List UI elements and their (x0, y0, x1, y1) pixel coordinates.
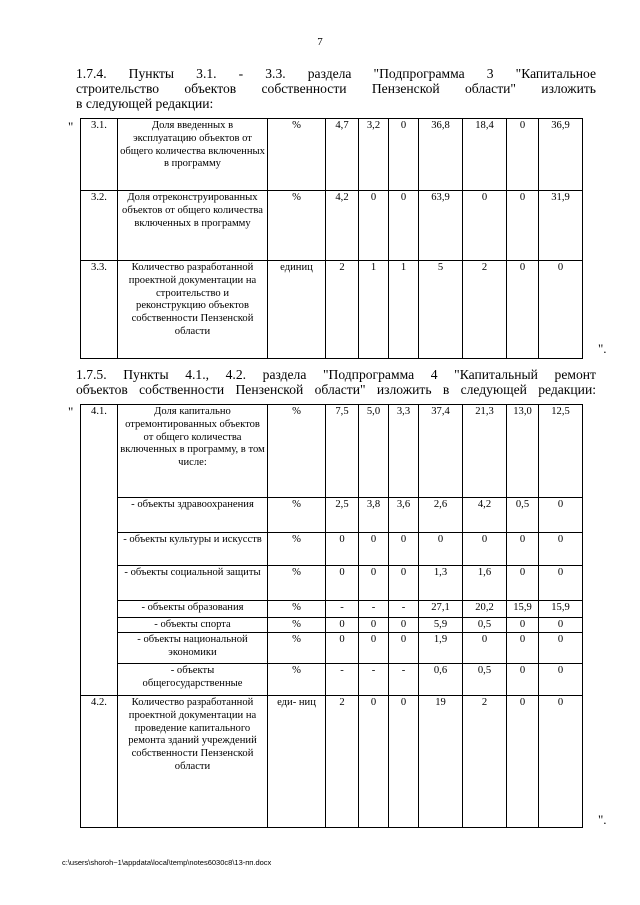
unit-cell: % (268, 618, 326, 633)
value-cell: 7,5 (326, 405, 359, 498)
value-cell: 4,7 (326, 119, 359, 191)
value-cell: 0 (389, 119, 419, 191)
paragraph-line: 1.7.4. Пункты 3.1. - 3.3. раздела "Подпрограмма 3 "Капитальное (76, 66, 596, 81)
value-cell: 0,5 (463, 618, 507, 633)
value-cell: 3,6 (389, 498, 419, 533)
value-cell: 0 (359, 191, 389, 261)
table-row (81, 191, 583, 261)
footer-file-path: c:\users\shoroh~1\appdata\local\temp\notes6030c8\13-пп.docx (62, 858, 272, 867)
value-cell: 19 (419, 696, 463, 828)
value-cell: 0 (539, 533, 583, 566)
value-cell: 1,6 (463, 566, 507, 601)
value-cell: 18,4 (463, 119, 507, 191)
table-row (81, 601, 583, 618)
paragraph-line: объектов собственности Пензенской области" изложить в следующей редакции: (76, 382, 596, 397)
paragraph-1-7-5 (76, 367, 596, 397)
value-cell: 0 (359, 618, 389, 633)
unit-cell: % (268, 601, 326, 618)
table-row (81, 633, 583, 664)
table-subprogram-4 (80, 404, 583, 828)
value-cell: - (326, 601, 359, 618)
value-cell: - (389, 664, 419, 696)
row-number: 3.1. (81, 119, 118, 191)
table2-close-quote: ". (598, 812, 607, 827)
value-cell: 0 (539, 261, 583, 359)
unit-cell: % (268, 633, 326, 664)
row-number: 4.2. (81, 696, 118, 828)
unit-cell: % (268, 566, 326, 601)
table2-open-quote: " (68, 404, 74, 419)
value-cell: 2 (463, 261, 507, 359)
value-cell: 0,5 (463, 664, 507, 696)
page-number: 7 (317, 36, 323, 48)
value-cell: 0 (507, 191, 539, 261)
value-cell: 4,2 (463, 498, 507, 533)
value-cell: 1,3 (419, 566, 463, 601)
value-cell: 0 (359, 533, 389, 566)
value-cell: 0 (507, 533, 539, 566)
unit-cell: единиц (268, 261, 326, 359)
table1-close-quote: ". (598, 341, 607, 356)
row-number: 4.1. (81, 405, 118, 696)
value-cell: 0 (389, 533, 419, 566)
value-cell: 3,3 (389, 405, 419, 498)
value-cell: 2,6 (419, 498, 463, 533)
value-cell: 0 (389, 618, 419, 633)
value-cell: 36,9 (539, 119, 583, 191)
value-cell: 0 (326, 566, 359, 601)
value-cell: 21,3 (463, 405, 507, 498)
indicator-name: - объекты культуры и искусств (118, 533, 268, 566)
indicator-name: - объекты общегосударственные (118, 664, 268, 696)
value-cell: 0 (507, 664, 539, 696)
indicator-name: Количество разработанной проектной документации на проведение капитального ремонта зданий учреждений собственности Пензенской области (118, 696, 268, 828)
value-cell: 27,1 (419, 601, 463, 618)
unit-cell: % (268, 498, 326, 533)
value-cell: 36,8 (419, 119, 463, 191)
value-cell: 0 (389, 696, 419, 828)
value-cell: 0 (539, 664, 583, 696)
row-number: 3.2. (81, 191, 118, 261)
value-cell: 15,9 (539, 601, 583, 618)
value-cell: 0,5 (507, 498, 539, 533)
value-cell: 1 (359, 261, 389, 359)
value-cell: 0 (507, 618, 539, 633)
value-cell: 20,2 (463, 601, 507, 618)
table-row (81, 696, 583, 828)
row-number: 3.3. (81, 261, 118, 359)
indicator-name: Доля капитально отремонтированных объектов от общего количества включенных в программу, в том числе: (118, 405, 268, 498)
table-row (81, 498, 583, 533)
indicator-name: - объекты спорта (118, 618, 268, 633)
table1-open-quote: " (68, 119, 74, 134)
value-cell: 31,9 (539, 191, 583, 261)
value-cell: 0 (539, 618, 583, 633)
value-cell: 0 (419, 533, 463, 566)
indicator-name: Доля отреконструированных объектов от общего количества включенных в программу (118, 191, 268, 261)
indicator-name: - объекты здравоохранения (118, 498, 268, 533)
value-cell: 0 (359, 566, 389, 601)
paragraph-1-7-4 (76, 66, 596, 111)
value-cell: 5,0 (359, 405, 389, 498)
value-cell: 0 (326, 618, 359, 633)
indicator-name: - объекты социальной защиты (118, 566, 268, 601)
value-cell: 0 (539, 696, 583, 828)
unit-cell: еди- ниц (268, 696, 326, 828)
indicator-name: - объекты образования (118, 601, 268, 618)
table-row (81, 566, 583, 601)
value-cell: 0 (507, 566, 539, 601)
unit-cell: % (268, 119, 326, 191)
value-cell: 0 (507, 633, 539, 664)
value-cell: 4,2 (326, 191, 359, 261)
unit-cell: % (268, 533, 326, 566)
value-cell: 0 (326, 533, 359, 566)
value-cell: 0 (359, 633, 389, 664)
unit-cell: % (268, 191, 326, 261)
paragraph-line: в следующей редакции: (76, 96, 214, 111)
table-row (81, 405, 583, 498)
indicator-name: Доля введенных в эксплуатацию объектов от общего количества включенных в программу (118, 119, 268, 191)
value-cell: 0 (539, 498, 583, 533)
value-cell: 0 (389, 566, 419, 601)
value-cell: 0 (507, 261, 539, 359)
value-cell: 12,5 (539, 405, 583, 498)
value-cell: 63,9 (419, 191, 463, 261)
unit-cell: % (268, 405, 326, 498)
value-cell: 0 (507, 119, 539, 191)
value-cell: 13,0 (507, 405, 539, 498)
table-row (81, 664, 583, 696)
value-cell: 37,4 (419, 405, 463, 498)
value-cell: 0 (539, 633, 583, 664)
unit-cell: % (268, 664, 326, 696)
value-cell: 5 (419, 261, 463, 359)
value-cell: 1,9 (419, 633, 463, 664)
table-row (81, 533, 583, 566)
value-cell: - (326, 664, 359, 696)
indicator-name: - объекты национальной экономики (118, 633, 268, 664)
value-cell: - (359, 664, 389, 696)
value-cell: 0 (389, 633, 419, 664)
value-cell: 15,9 (507, 601, 539, 618)
value-cell: 3,2 (359, 119, 389, 191)
table-subprogram-3 (80, 118, 583, 359)
value-cell: 0 (539, 566, 583, 601)
paragraph-line: строительство объектов собственности Пензенской области" изложить (76, 81, 596, 96)
indicator-name: Количество разработанной проектной документации на строительство и реконструкцию объектов собственности Пензенской области (118, 261, 268, 359)
value-cell: 2 (326, 261, 359, 359)
value-cell: 0,6 (419, 664, 463, 696)
value-cell: 2,5 (326, 498, 359, 533)
value-cell: 0 (463, 191, 507, 261)
table-row (81, 261, 583, 359)
value-cell: 0 (389, 191, 419, 261)
value-cell: 0 (507, 696, 539, 828)
value-cell: 0 (359, 696, 389, 828)
value-cell: 2 (463, 696, 507, 828)
value-cell: 2 (326, 696, 359, 828)
value-cell: - (359, 601, 389, 618)
value-cell: 0 (326, 633, 359, 664)
paragraph-line: 1.7.5. Пункты 4.1., 4.2. раздела "Подпрограмма 4 "Капитальный ремонт (76, 367, 596, 382)
value-cell: 0 (463, 533, 507, 566)
value-cell: 3,8 (359, 498, 389, 533)
table-row (81, 618, 583, 633)
value-cell: 1 (389, 261, 419, 359)
table-row (81, 119, 583, 191)
value-cell: 0 (463, 633, 507, 664)
value-cell: 5,9 (419, 618, 463, 633)
value-cell: - (389, 601, 419, 618)
